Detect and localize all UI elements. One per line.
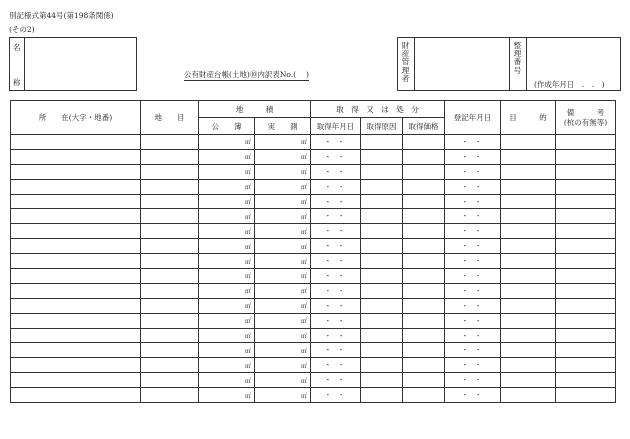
area-actual-cell[interactable]: ㎡	[255, 239, 311, 254]
purpose-cell[interactable]	[501, 209, 556, 224]
registered-date-cell[interactable]: ・ ・	[445, 269, 501, 284]
area-actual-cell[interactable]: ㎡	[255, 388, 311, 403]
remarks-cell[interactable]	[556, 194, 616, 209]
remarks-cell[interactable]	[556, 254, 616, 269]
acq-date-cell[interactable]: ・ ・	[311, 239, 361, 254]
purpose-cell[interactable]	[501, 269, 556, 284]
area-actual-cell[interactable]: ㎡	[255, 269, 311, 284]
header-acq-price: 取得価格	[403, 118, 445, 135]
area-actual-cell[interactable]: ㎡	[255, 373, 311, 388]
area-public-cell[interactable]: ㎡	[199, 298, 255, 313]
purpose-cell[interactable]	[501, 239, 556, 254]
purpose-cell[interactable]	[501, 373, 556, 388]
acq-price-cell[interactable]	[403, 254, 445, 269]
location-cell[interactable]	[11, 224, 141, 239]
area-public-cell[interactable]: ㎡	[199, 388, 255, 403]
location-cell[interactable]	[11, 164, 141, 179]
purpose-cell[interactable]	[501, 164, 556, 179]
registered-date-cell[interactable]: ・ ・	[445, 328, 501, 343]
acq-price-cell[interactable]	[403, 373, 445, 388]
area-public-cell[interactable]: ㎡	[199, 194, 255, 209]
land-category-cell[interactable]	[141, 343, 199, 358]
registered-date-cell[interactable]: ・ ・	[445, 388, 501, 403]
acq-date-cell[interactable]: ・ ・	[311, 209, 361, 224]
land-category-cell[interactable]	[141, 224, 199, 239]
registered-date-cell[interactable]: ・ ・	[445, 298, 501, 313]
table-row	[11, 328, 616, 343]
table-row	[11, 358, 616, 373]
land-category-cell[interactable]	[141, 149, 199, 164]
area-actual-cell[interactable]: ㎡	[255, 358, 311, 373]
acq-price-cell[interactable]	[403, 298, 445, 313]
location-cell[interactable]	[11, 328, 141, 343]
area-public-cell[interactable]: ㎡	[199, 209, 255, 224]
area-actual-cell[interactable]: ㎡	[255, 298, 311, 313]
remarks-cell[interactable]	[556, 358, 616, 373]
location-cell[interactable]	[11, 254, 141, 269]
purpose-cell[interactable]	[501, 254, 556, 269]
acq-price-cell[interactable]	[403, 283, 445, 298]
header-acq-reason: 取得原因	[361, 118, 403, 135]
area-public-cell[interactable]: ㎡	[199, 373, 255, 388]
acq-price-cell[interactable]	[403, 388, 445, 403]
number-label: 整理番号	[513, 41, 522, 75]
form-reference: 別記様式第44号(第198条関係)	[9, 11, 114, 20]
area-public-cell[interactable]: ㎡	[199, 239, 255, 254]
area-actual-cell[interactable]: ㎡	[255, 149, 311, 164]
purpose-cell[interactable]	[501, 179, 556, 194]
header-acq-date: 取得年月日	[311, 118, 361, 135]
land-category-cell[interactable]	[141, 358, 199, 373]
acq-date-cell[interactable]: ・ ・	[311, 283, 361, 298]
acq-reason-cell[interactable]	[361, 149, 403, 164]
purpose-cell[interactable]	[501, 194, 556, 209]
land-category-cell[interactable]	[141, 269, 199, 284]
remarks-cell[interactable]	[556, 343, 616, 358]
area-public-cell[interactable]: ㎡	[199, 358, 255, 373]
acq-reason-cell[interactable]	[361, 254, 403, 269]
acq-reason-cell[interactable]	[361, 328, 403, 343]
acq-reason-cell[interactable]	[361, 224, 403, 239]
acq-reason-cell[interactable]	[361, 179, 403, 194]
land-category-cell[interactable]	[141, 194, 199, 209]
remarks-cell[interactable]	[556, 388, 616, 403]
acq-price-cell[interactable]	[403, 135, 445, 150]
area-actual-cell[interactable]: ㎡	[255, 343, 311, 358]
acq-reason-cell[interactable]	[361, 358, 403, 373]
land-category-cell[interactable]	[141, 254, 199, 269]
area-public-cell[interactable]: ㎡	[199, 149, 255, 164]
area-public-cell[interactable]: ㎡	[199, 328, 255, 343]
location-cell[interactable]	[11, 194, 141, 209]
registered-date-cell[interactable]: ・ ・	[445, 179, 501, 194]
remarks-cell[interactable]	[556, 209, 616, 224]
area-actual-cell[interactable]: ㎡	[255, 194, 311, 209]
acq-date-cell[interactable]: ・ ・	[311, 179, 361, 194]
purpose-cell[interactable]	[501, 224, 556, 239]
land-ledger-table	[10, 100, 616, 403]
acq-date-cell[interactable]: ・ ・	[311, 135, 361, 150]
table-row	[11, 164, 616, 179]
header-area-public: 公 簿	[199, 118, 255, 135]
acq-date-cell[interactable]: ・ ・	[311, 358, 361, 373]
location-cell[interactable]	[11, 283, 141, 298]
header-location: 所 在(大字・地番)	[11, 101, 141, 135]
area-public-cell[interactable]: ㎡	[199, 164, 255, 179]
remarks-cell[interactable]	[556, 239, 616, 254]
land-category-cell[interactable]	[141, 239, 199, 254]
header-area: 地 積	[199, 101, 311, 118]
registered-date-cell[interactable]: ・ ・	[445, 283, 501, 298]
acq-reason-cell[interactable]	[361, 209, 403, 224]
area-actual-cell[interactable]: ㎡	[255, 135, 311, 150]
header-area-actual: 実 測	[255, 118, 311, 135]
name-label-top: 名	[13, 43, 21, 52]
location-cell[interactable]	[11, 149, 141, 164]
remarks-cell[interactable]	[556, 373, 616, 388]
acq-price-cell[interactable]	[403, 209, 445, 224]
table-row	[11, 135, 616, 150]
location-cell[interactable]	[11, 179, 141, 194]
acq-date-cell[interactable]: ・ ・	[311, 164, 361, 179]
acq-reason-cell[interactable]	[361, 164, 403, 179]
remarks-cell[interactable]	[556, 224, 616, 239]
table-row	[11, 179, 616, 194]
acq-reason-cell[interactable]	[361, 313, 403, 328]
registered-date-cell[interactable]: ・ ・	[445, 358, 501, 373]
acq-price-cell[interactable]	[403, 224, 445, 239]
acq-date-cell[interactable]: ・ ・	[311, 269, 361, 284]
acq-reason-cell[interactable]	[361, 343, 403, 358]
header-remarks	[556, 101, 616, 135]
location-cell[interactable]	[11, 209, 141, 224]
acq-date-cell[interactable]: ・ ・	[311, 388, 361, 403]
location-cell[interactable]	[11, 239, 141, 254]
acq-reason-cell[interactable]	[361, 388, 403, 403]
area-actual-cell[interactable]: ㎡	[255, 209, 311, 224]
purpose-cell[interactable]	[501, 149, 556, 164]
acq-date-cell[interactable]: ・ ・	[311, 298, 361, 313]
land-category-cell[interactable]	[141, 164, 199, 179]
remarks-cell[interactable]	[556, 269, 616, 284]
acq-reason-cell[interactable]	[361, 194, 403, 209]
purpose-cell[interactable]	[501, 298, 556, 313]
registered-date-cell[interactable]: ・ ・	[445, 343, 501, 358]
location-cell[interactable]	[11, 298, 141, 313]
acq-date-cell[interactable]: ・ ・	[311, 343, 361, 358]
acq-reason-cell[interactable]	[361, 283, 403, 298]
acq-date-cell[interactable]: ・ ・	[311, 373, 361, 388]
table-row	[11, 194, 616, 209]
acq-price-cell[interactable]	[403, 328, 445, 343]
area-public-cell[interactable]: ㎡	[199, 313, 255, 328]
registered-date-cell[interactable]: ・ ・	[445, 164, 501, 179]
land-category-cell[interactable]	[141, 298, 199, 313]
area-actual-cell[interactable]: ㎡	[255, 179, 311, 194]
table-row	[11, 298, 616, 313]
acq-reason-cell[interactable]	[361, 239, 403, 254]
table-row	[11, 343, 616, 358]
location-cell[interactable]	[11, 343, 141, 358]
area-public-cell[interactable]: ㎡	[199, 224, 255, 239]
header-remarks-bottom: (杭の有無等)	[563, 117, 608, 127]
acq-reason-cell[interactable]	[361, 135, 403, 150]
acq-date-cell[interactable]: ・ ・	[311, 194, 361, 209]
remarks-cell[interactable]	[556, 164, 616, 179]
header-registered-date: 登記年月日	[445, 101, 501, 135]
area-actual-cell[interactable]: ㎡	[255, 254, 311, 269]
created-date-label: (作成年月日 . . )	[534, 80, 605, 89]
land-category-cell[interactable]	[141, 135, 199, 150]
purpose-cell[interactable]	[501, 388, 556, 403]
land-category-cell[interactable]	[141, 179, 199, 194]
location-cell[interactable]	[11, 313, 141, 328]
registered-date-cell[interactable]: ・ ・	[445, 194, 501, 209]
manager-box	[397, 37, 621, 91]
acq-reason-cell[interactable]	[361, 269, 403, 284]
acq-price-cell[interactable]	[403, 239, 445, 254]
acq-price-cell[interactable]	[403, 358, 445, 373]
acq-price-cell[interactable]	[403, 343, 445, 358]
acq-price-cell[interactable]	[403, 313, 445, 328]
location-cell[interactable]	[11, 373, 141, 388]
part-label: (その2)	[9, 25, 35, 34]
table-row	[11, 239, 616, 254]
purpose-cell[interactable]	[501, 135, 556, 150]
remarks-cell[interactable]	[556, 283, 616, 298]
remarks-cell[interactable]	[556, 135, 616, 150]
purpose-cell[interactable]	[501, 343, 556, 358]
area-public-cell[interactable]: ㎡	[199, 179, 255, 194]
area-public-cell[interactable]: ㎡	[199, 269, 255, 284]
table-row	[11, 313, 616, 328]
manager-label: 財産管理者	[401, 41, 410, 83]
area-actual-cell[interactable]: ㎡	[255, 328, 311, 343]
purpose-cell[interactable]	[501, 328, 556, 343]
acq-price-cell[interactable]	[403, 164, 445, 179]
remarks-cell[interactable]	[556, 328, 616, 343]
purpose-cell[interactable]	[501, 313, 556, 328]
location-cell[interactable]	[11, 358, 141, 373]
registered-date-cell[interactable]: ・ ・	[445, 373, 501, 388]
acq-date-cell[interactable]: ・ ・	[311, 328, 361, 343]
name-box	[9, 37, 137, 91]
name-label-bottom: 称	[13, 78, 21, 87]
page-title: 公有財産台帳(土地)⑩内訳表No.( )	[184, 70, 309, 79]
land-category-cell[interactable]	[141, 209, 199, 224]
header-remarks-top: 備 考	[566, 107, 605, 117]
acq-price-cell[interactable]	[403, 179, 445, 194]
registered-date-cell[interactable]: ・ ・	[445, 313, 501, 328]
area-public-cell[interactable]: ㎡	[199, 283, 255, 298]
purpose-cell[interactable]	[501, 283, 556, 298]
remarks-cell[interactable]	[556, 149, 616, 164]
acq-date-cell[interactable]: ・ ・	[311, 313, 361, 328]
header-land-category: 地 目	[141, 101, 199, 135]
acq-reason-cell[interactable]	[361, 298, 403, 313]
purpose-cell[interactable]	[501, 358, 556, 373]
registered-date-cell[interactable]: ・ ・	[445, 224, 501, 239]
land-category-cell[interactable]	[141, 313, 199, 328]
registered-date-cell[interactable]: ・ ・	[445, 209, 501, 224]
area-actual-cell[interactable]: ㎡	[255, 164, 311, 179]
acq-price-cell[interactable]	[403, 269, 445, 284]
area-actual-cell[interactable]: ㎡	[255, 313, 311, 328]
table-row	[11, 269, 616, 284]
registered-date-cell[interactable]: ・ ・	[445, 149, 501, 164]
area-public-cell[interactable]: ㎡	[199, 254, 255, 269]
table-row	[11, 283, 616, 298]
registered-date-cell[interactable]: ・ ・	[445, 239, 501, 254]
remarks-cell[interactable]	[556, 313, 616, 328]
header-purpose: 目 的	[501, 101, 556, 135]
acq-date-cell[interactable]: ・ ・	[311, 224, 361, 239]
area-public-cell[interactable]: ㎡	[199, 343, 255, 358]
registered-date-cell[interactable]: ・ ・	[445, 254, 501, 269]
acq-price-cell[interactable]	[403, 149, 445, 164]
land-category-cell[interactable]	[141, 283, 199, 298]
registered-date-cell[interactable]: ・ ・	[445, 135, 501, 150]
land-category-cell[interactable]	[141, 373, 199, 388]
location-cell[interactable]	[11, 388, 141, 403]
location-cell[interactable]	[11, 269, 141, 284]
land-category-cell[interactable]	[141, 388, 199, 403]
location-cell[interactable]	[11, 135, 141, 150]
table-row	[11, 254, 616, 269]
table-row	[11, 209, 616, 224]
area-actual-cell[interactable]: ㎡	[255, 283, 311, 298]
land-category-cell[interactable]	[141, 328, 199, 343]
remarks-cell[interactable]	[556, 179, 616, 194]
acq-price-cell[interactable]	[403, 194, 445, 209]
table-row	[11, 224, 616, 239]
header-acquisition: 取 得 又 は 処 分	[311, 101, 445, 118]
acq-reason-cell[interactable]	[361, 373, 403, 388]
table-row	[11, 149, 616, 164]
table-row	[11, 373, 616, 388]
table-row	[11, 388, 616, 403]
area-actual-cell[interactable]: ㎡	[255, 224, 311, 239]
acq-date-cell[interactable]: ・ ・	[311, 254, 361, 269]
area-public-cell[interactable]: ㎡	[199, 135, 255, 150]
remarks-cell[interactable]	[556, 298, 616, 313]
acq-date-cell[interactable]: ・ ・	[311, 149, 361, 164]
